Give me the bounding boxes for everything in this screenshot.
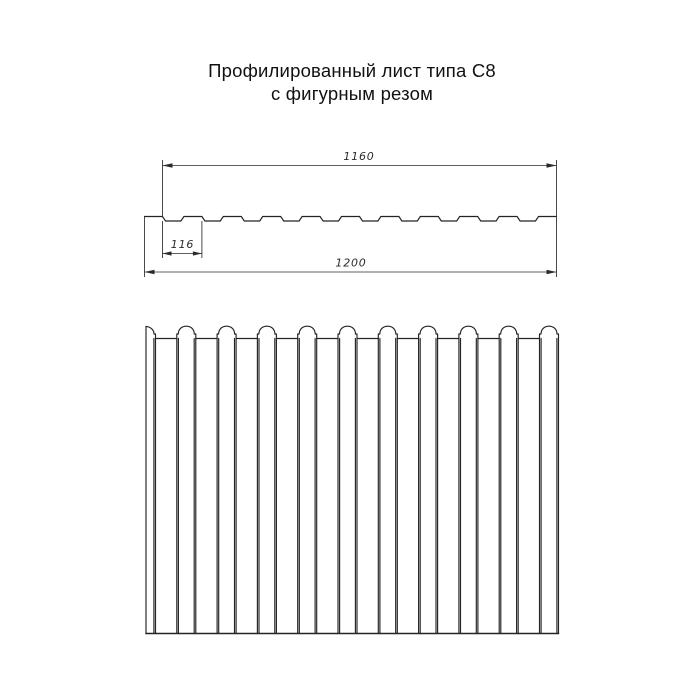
dimension-module xyxy=(163,238,202,256)
dimension-working-width xyxy=(163,150,557,168)
figured-cut-edge xyxy=(146,326,559,338)
arrowhead xyxy=(163,251,172,255)
arrowhead xyxy=(547,163,557,168)
dimension-116-label: 116 xyxy=(170,238,195,251)
arrowhead xyxy=(547,270,557,275)
dimension-1160-label: 1160 xyxy=(343,150,375,163)
dimension-1200-label: 1200 xyxy=(335,256,367,270)
arrowhead xyxy=(193,251,202,255)
drawing-title-line-2: с фигурным резом xyxy=(270,83,434,104)
drawing-title-line-1: Профилированный лист типа С8 xyxy=(208,60,496,81)
arrowhead xyxy=(163,163,173,168)
dimension-overall-width xyxy=(145,257,557,275)
arrowhead xyxy=(145,270,155,275)
profile-outline xyxy=(145,217,557,222)
front-view xyxy=(145,326,559,633)
drawing-title xyxy=(208,60,496,104)
sheet-face xyxy=(146,326,559,633)
